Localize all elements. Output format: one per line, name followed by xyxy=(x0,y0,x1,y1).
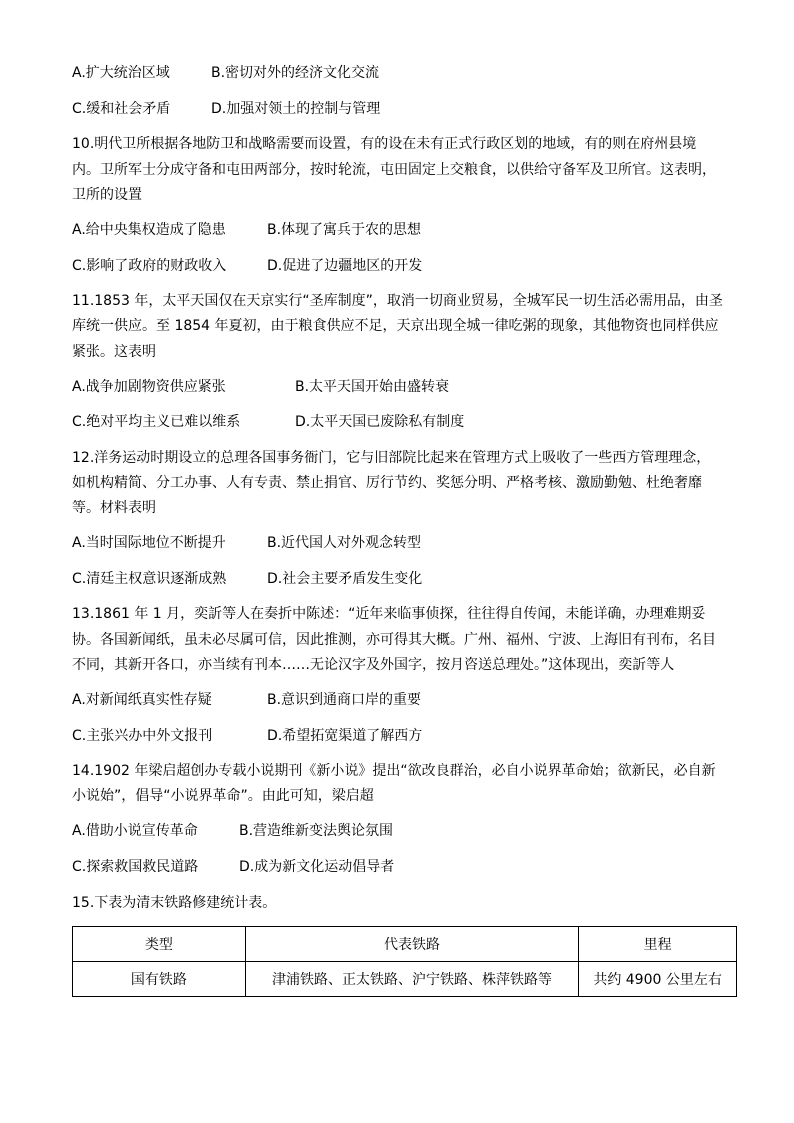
q11-options-row-2 xyxy=(72,412,752,432)
q10-option-c[interactable]: C.影响了政府的财政收入 xyxy=(72,258,227,274)
table-cell: 共约 4900 公里左右 xyxy=(579,962,737,997)
q12-stem-line-3: 等。材料表明 xyxy=(72,500,156,516)
q14-stem-line-1: 14.1902 年梁启超创办专载小说期刊《新小说》提出“欲改良群治，必自小说界革命始；欲新民，必自新 xyxy=(72,763,716,779)
table-cell: 津浦铁路、正太铁路、沪宁铁路、株萍铁路等 xyxy=(245,962,578,997)
q9-option-d[interactable]: D.加强对领土的控制与管理 xyxy=(211,101,381,117)
table-header-cell: 里程 xyxy=(579,927,737,962)
q12-option-c[interactable]: C.清廷主权意识逐渐成熟 xyxy=(72,571,227,587)
q9-options-row-2 xyxy=(72,99,752,119)
railway-statistics-table xyxy=(72,926,737,997)
q10-stem-line-2: 内。卫所军士分成守备和屯田两部分，按时轮流，屯田固定上交粮食，以供给守备军及卫所官。这表明， xyxy=(72,162,716,178)
q13-option-d[interactable]: D.希望拓宽渠道了解西方 xyxy=(267,728,423,744)
q10-option-a[interactable]: A.给中央集权造成了隐患 xyxy=(72,222,226,238)
q15-stem: 15.下表为清末铁路修建统计表。 xyxy=(72,895,277,911)
q14-option-c[interactable]: C.探索救国救民道路 xyxy=(72,859,199,875)
q12-options-row-1 xyxy=(72,533,752,553)
q10-options-row-2 xyxy=(72,256,752,276)
q13-option-b[interactable]: B.意识到通商口岸的重要 xyxy=(267,692,422,708)
q13-options-row-1 xyxy=(72,690,752,710)
q12-options-row-2 xyxy=(72,569,752,589)
q11-option-c[interactable]: C.绝对平均主义已难以维系 xyxy=(72,414,241,430)
q9-options-row-1 xyxy=(72,63,752,83)
q13-stem-line-2: 协。各国新闻纸，虽未必尽属可信，因此推测，亦可得其大概。广州、福州、宁波、上海旧有刊布，名目 xyxy=(72,632,716,648)
q13-stem-line-3: 不同，其新开各口，亦当续有刊本……无论汉字及外国字，按月咨送总理处。”这体现出，奕訢等人 xyxy=(72,657,675,673)
q11-stem-line-2: 库统一供应。至 1854 年夏初，由于粮食供应不足，天京出现全城一律吃粥的现象，其他物资也同样供应 xyxy=(72,318,719,334)
q11-options-row-1 xyxy=(72,377,752,397)
q12-option-a[interactable]: A.当时国际地位不断提升 xyxy=(72,535,226,551)
q12-option-b[interactable]: B.近代国人对外观念转型 xyxy=(267,535,422,551)
q10-stem-line-3: 卫所的设置 xyxy=(72,187,142,203)
table-header-row xyxy=(73,927,737,962)
q14-option-a[interactable]: A.借助小说宣传革命 xyxy=(72,823,198,839)
q14-option-d[interactable]: D.成为新文化运动倡导者 xyxy=(239,859,395,875)
table-header-cell: 代表铁路 xyxy=(245,927,578,962)
q13-options-row-2 xyxy=(72,726,752,746)
q13-option-a[interactable]: A.对新闻纸真实性存疑 xyxy=(72,692,212,708)
q9-option-a[interactable]: A.扩大统治区域 xyxy=(72,65,170,81)
q11-option-d[interactable]: D.太平天国已废除私有制度 xyxy=(295,414,465,430)
q10-option-b[interactable]: B.体现了寓兵于农的思想 xyxy=(267,222,422,238)
q10-options-row-1 xyxy=(72,220,752,240)
q11-option-a[interactable]: A.战争加剧物资供应紧张 xyxy=(72,379,226,395)
q13-option-c[interactable]: C.主张兴办中外文报刊 xyxy=(72,728,213,744)
q9-option-c[interactable]: C.缓和社会矛盾 xyxy=(72,101,171,117)
q9-option-b[interactable]: B.密切对外的经济文化交流 xyxy=(211,65,380,81)
q10-option-d[interactable]: D.促进了边疆地区的开发 xyxy=(267,258,423,274)
q10-stem-line-1: 10.明代卫所根据各地防卫和战略需要而设置，有的设在未有正式行政区划的地域，有的则在府州县境 xyxy=(72,136,697,152)
q11-stem-line-1: 11.1853 年，太平天国仅在天京实行“圣库制度”，取消一切商业贸易，全城军民一切生活必需用品，由圣 xyxy=(72,293,723,309)
table-header-cell: 类型 xyxy=(73,927,246,962)
q11-stem-line-3: 紧张。这表明 xyxy=(72,344,156,360)
q12-option-d[interactable]: D.社会主要矛盾发生变化 xyxy=(267,571,423,587)
q12-stem-line-2: 如机构精简、分工办事、人有专责、禁止捐官、厉行节约、奖惩分明、严格考核、激励勤勉、杜绝奢靡 xyxy=(72,475,702,491)
q14-option-b[interactable]: B.营造维新变法舆论氛围 xyxy=(239,823,394,839)
table-row xyxy=(73,962,737,997)
table-cell: 国有铁路 xyxy=(73,962,246,997)
q14-options-row-2 xyxy=(72,857,752,877)
q14-stem-line-2: 小说始”，倡导“小说界革命”。由此可知，梁启超 xyxy=(72,788,374,804)
q11-option-b[interactable]: B.太平天国开始由盛转衰 xyxy=(295,379,450,395)
q13-stem-line-1: 13.1861 年 1 月，奕訢等人在奏折中陈述：“近年来临事侦探，往往得自传闻，未能详确，办理难期妥 xyxy=(72,606,706,622)
q12-stem-line-1: 12.洋务运动时期设立的总理各国事务衙门，它与旧部院比起来在管理方式上吸收了一些西方管理理念， xyxy=(72,450,711,466)
q14-options-row-1 xyxy=(72,821,752,841)
